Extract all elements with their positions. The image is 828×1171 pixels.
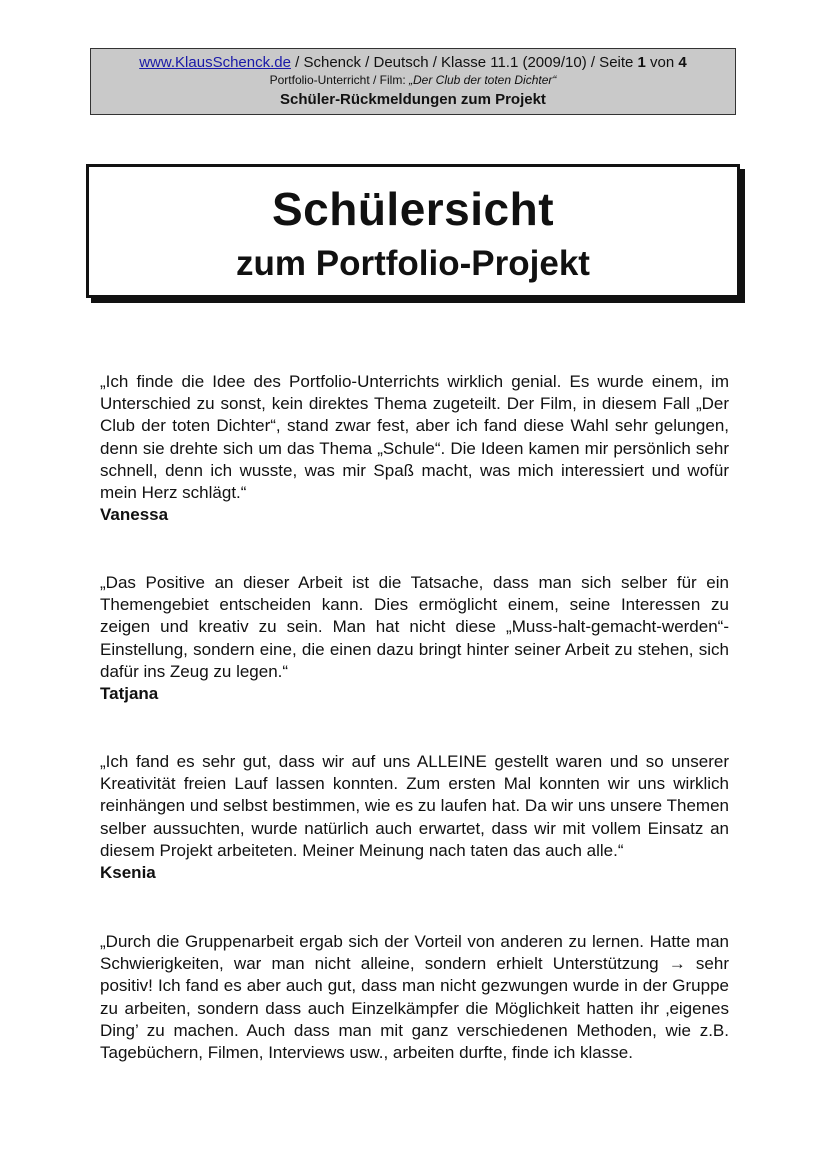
- page-total: 4: [678, 54, 687, 71]
- page-subtitle: zum Portfolio-Projekt: [236, 244, 590, 283]
- film-title: „Der Club der toten Dichter“: [408, 73, 557, 87]
- quote-block: [100, 572, 729, 705]
- quote-author: Vanessa: [100, 505, 169, 525]
- quote-text: „Das Positive an dieser Arbeit ist die Tatsache, dass man sich selber für ein Themengebiet entscheiden kann. Dies ermöglicht einem, seine Interessen zu zeigen und kreativ zu sein. Man hat nicht diese „Muss-halt-gemacht-werden“-Einstellung, sondern eine, die einen dazu bringt hinter seiner Arbeit zu stehen, sich dafür ins Zeug zu legen.“: [100, 573, 729, 681]
- quote-text: „Durch die Gruppenarbeit ergab sich der Vorteil von anderen zu lernen. Hatte man Schwierigkeiten, war man nicht alleine, sondern erhielt Unterstützung → sehr positiv! Ich fand es aber auch gut, dass man nicht gezwungen wurde in der Gruppe zu arbeiten, sondern dass auch Einzelkämpfer die Möglichkeit hatten ihr ‚eigenes Ding’ zu machen. Auch dass man mit ganz verschiedenen Methoden, wie z.B. Tagebüchern, Filmen, Interviews usw., arbeiten durfte, finde ich klasse.: [100, 932, 729, 1063]
- page-current: 1: [637, 54, 646, 71]
- section-title: Schüler-Rückmeldungen zum Projekt: [280, 91, 546, 108]
- title-box: [86, 164, 740, 298]
- subline-prefix: Portfolio-Unterricht / Film:: [269, 73, 409, 87]
- header-subline: [91, 72, 735, 89]
- header-course-line: [91, 53, 735, 72]
- quote-author: Ksenia: [100, 863, 156, 883]
- quote-block: [100, 931, 729, 1064]
- page-title: Schülersicht: [271, 183, 555, 235]
- page-header: [90, 48, 736, 115]
- course-info: / Schenck / Deutsch / Klasse 11.1 (2009/10) / Seite: [290, 54, 638, 71]
- quote-text: „Ich fand es sehr gut, dass wir auf uns ALLEINE gestellt waren und so unserer Kreativität freien Lauf lassen konnten. Zum ersten Mal konnten wir uns wirklich reinhängen und selbst bestimmen, wie es zu laufen hat. Da wir uns unsere Themen selber aussuchten, wurde natürlich auch erwartet, dass wir mit vollem Einsatz an diesem Projekt arbeiteten. Meiner Meinung nach taten das auch alle.“: [100, 752, 729, 860]
- page-of: von: [645, 54, 679, 71]
- site-link[interactable]: www.KlausSchenck.de: [139, 54, 291, 71]
- quote-block: [100, 751, 729, 884]
- quote-text: „Ich finde die Idee des Portfolio-Unterrichts wirklich genial. Es wurde einem, im Unterschied zu sonst, kein direktes Thema zugeteilt. Der Film, in diesem Fall „Der Club der toten Dichter“, stand zwar fest, aber ich fand diese Wahl sehr gelungen, denn sie drehte sich um das Thema „Schule“. Die Ideen kamen mir persönlich sehr schnell, denn ich wusste, was mir Spaß macht, was mich interessiert und wofür mein Herz schlägt.“: [100, 372, 729, 503]
- quote-block: [100, 371, 729, 526]
- quote-author: Tatjana: [100, 684, 159, 704]
